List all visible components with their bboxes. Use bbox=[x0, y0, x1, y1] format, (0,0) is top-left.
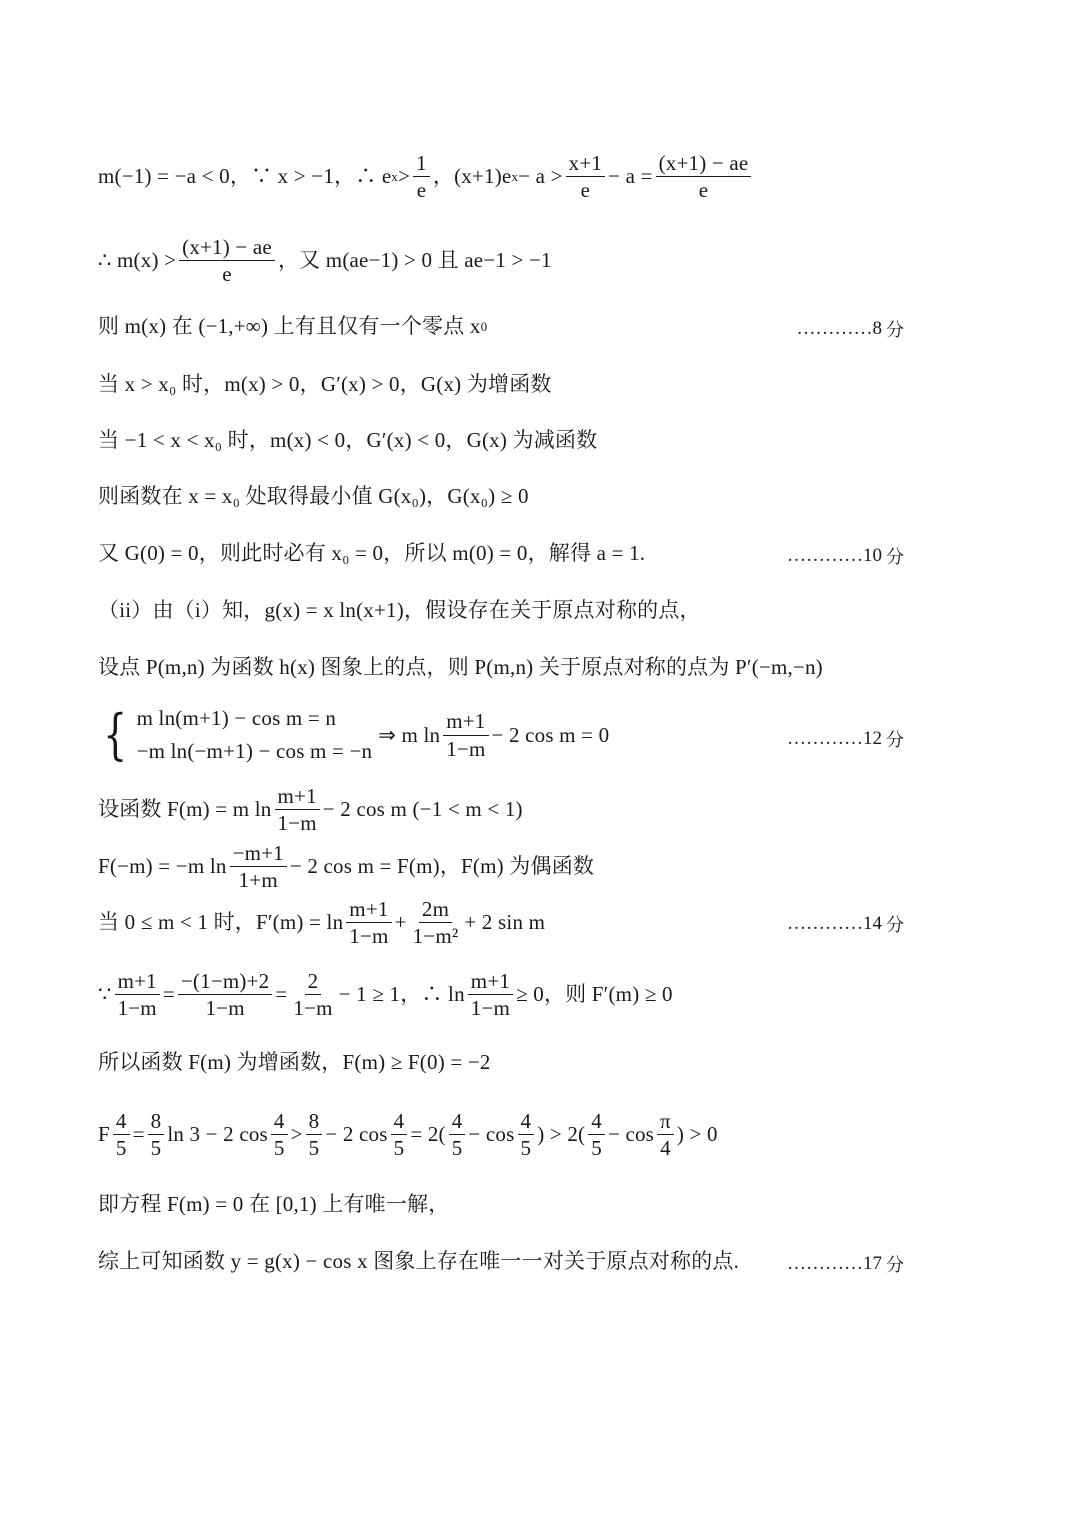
text-segment: + bbox=[394, 910, 407, 935]
denominator: 1−m bbox=[470, 996, 511, 1021]
score-dots: …………12 bbox=[787, 728, 882, 749]
text-segment: 当 0 ≤ m < 1 时，F′(m) = ln bbox=[98, 910, 344, 935]
denominator: 5 bbox=[115, 1136, 127, 1161]
text-segment: 当 −1 < x < x₀ 时，m(x) < 0，G′(x) < 0，G(x) 为减函数 bbox=[98, 428, 598, 452]
numerator: π bbox=[657, 1108, 674, 1135]
denominator: 1−m² bbox=[412, 924, 459, 949]
numerator: (x+1) − ae bbox=[179, 234, 275, 261]
fraction bbox=[566, 150, 605, 204]
fraction bbox=[178, 968, 272, 1022]
denominator: 1−m bbox=[205, 996, 245, 1021]
fraction bbox=[449, 1108, 466, 1162]
score-unit: 分 bbox=[886, 915, 904, 936]
line-14 bbox=[98, 968, 904, 1022]
fraction bbox=[518, 1108, 535, 1162]
denominator: 1−m bbox=[117, 996, 157, 1021]
text-segment: − 2 cos bbox=[325, 1122, 388, 1147]
score-unit: 分 bbox=[886, 547, 904, 568]
numerator: m+1 bbox=[275, 783, 320, 810]
text-segment: ≥ 0，则 F′(m) ≥ 0 bbox=[516, 982, 673, 1007]
fraction bbox=[413, 150, 430, 204]
fraction bbox=[306, 1108, 323, 1162]
numerator: 8 bbox=[306, 1108, 323, 1135]
text-segment: 则函数在 x = x₀ 处取得最小值 G(x₀)，G(x₀) ≥ 0 bbox=[98, 484, 529, 508]
denominator: 5 bbox=[150, 1136, 162, 1161]
text-segment: − 1 ≥ 1，∴ ln bbox=[338, 982, 465, 1007]
denominator: e bbox=[580, 178, 591, 203]
fraction bbox=[657, 1108, 674, 1162]
numerator: m+1 bbox=[115, 968, 160, 995]
numerator: (x+1) − ae bbox=[656, 150, 752, 177]
line-7 bbox=[98, 541, 904, 566]
denominator: e bbox=[222, 262, 232, 287]
text-segment: ln 3 − 2 cos bbox=[167, 1122, 268, 1147]
score-unit: 分 bbox=[886, 1255, 904, 1276]
text-segment: F(−m) = −m ln bbox=[98, 854, 227, 879]
text-segment: = bbox=[162, 982, 175, 1007]
fraction bbox=[290, 968, 335, 1022]
superscript: x bbox=[511, 168, 519, 184]
score-dots: …………8 bbox=[796, 318, 882, 339]
numerator: −m+1 bbox=[230, 840, 287, 867]
line-5 bbox=[98, 428, 904, 453]
score-dots: …………10 bbox=[787, 545, 882, 566]
line-4 bbox=[98, 372, 904, 397]
text-segment: > bbox=[398, 164, 411, 189]
denominator: e bbox=[698, 178, 709, 203]
numerator: 4 bbox=[588, 1108, 605, 1135]
line-11 bbox=[98, 783, 904, 837]
denominator: 5 bbox=[308, 1136, 320, 1161]
denominator: 5 bbox=[393, 1136, 405, 1161]
score-unit: 分 bbox=[886, 320, 904, 341]
fraction bbox=[443, 708, 488, 762]
line-10 bbox=[98, 703, 904, 767]
text-segment: （ii）由（i）知，g(x) = x ln(x+1)，假设存在关于原点对称的点， bbox=[98, 598, 701, 622]
line-17 bbox=[98, 1192, 904, 1217]
score-dots: …………14 bbox=[787, 913, 882, 934]
denominator: 5 bbox=[520, 1136, 532, 1161]
text-segment: ，又 m(ae−1) > 0 且 ae−1 > −1 bbox=[277, 248, 552, 273]
denominator: 1−m bbox=[349, 924, 389, 949]
line-12 bbox=[98, 840, 904, 894]
line-3 bbox=[98, 314, 904, 339]
denominator: 1−m bbox=[277, 811, 317, 836]
score-10 bbox=[787, 543, 904, 569]
text-segment: > bbox=[290, 1122, 303, 1147]
text-segment: − cos bbox=[607, 1122, 655, 1147]
numerator: 2m bbox=[419, 896, 452, 923]
left-brace: { bbox=[103, 703, 128, 767]
text-segment: ) > 0 bbox=[676, 1122, 718, 1147]
text-segment: ∴ m(x) > bbox=[98, 248, 177, 273]
numerator: m+1 bbox=[468, 968, 513, 995]
line-8 bbox=[98, 598, 904, 623]
text-segment: 设点 P(m,n) 为函数 h(x) 图象上的点，则 P(m,n) 关于原点对称的点为 P′(−m,−n) bbox=[98, 655, 823, 679]
denominator: 5 bbox=[273, 1136, 285, 1161]
fraction bbox=[113, 1108, 130, 1162]
denominator: 5 bbox=[451, 1136, 463, 1161]
text-segment: 设函数 F(m) = m ln bbox=[98, 797, 272, 822]
fraction bbox=[588, 1108, 605, 1162]
system-rows bbox=[137, 706, 373, 764]
line-6 bbox=[98, 484, 904, 509]
text-segment: F bbox=[98, 1122, 110, 1147]
line-13 bbox=[98, 896, 904, 950]
numerator: 4 bbox=[271, 1108, 288, 1135]
system-row-1: m ln(m+1) − cos m = n bbox=[136, 706, 337, 730]
text-segment: 又 G(0) = 0，则此时必有 x₀ = 0，所以 m(0) = 0，解得 a = 1. bbox=[98, 541, 646, 565]
line-2 bbox=[98, 234, 904, 288]
line-16 bbox=[98, 1108, 904, 1162]
numerator: m+1 bbox=[346, 896, 391, 923]
numerator: x+1 bbox=[566, 150, 605, 177]
fraction bbox=[346, 896, 391, 950]
score-12 bbox=[787, 726, 904, 752]
numerator: 8 bbox=[148, 1108, 165, 1135]
line-15 bbox=[98, 1050, 904, 1075]
numerator: −(1−m)+2 bbox=[178, 968, 272, 995]
score-dots: …………17 bbox=[787, 1253, 882, 1274]
text-segment: m(−1) = −a < 0，∵ x > −1，∴ e bbox=[98, 164, 392, 189]
fraction bbox=[230, 840, 287, 894]
text-segment: − a = bbox=[608, 164, 653, 189]
text-segment: − cos bbox=[468, 1122, 515, 1147]
text-segment: 综上可知函数 y = g(x) − cos x 图象上存在唯一一对关于原点对称的点. bbox=[98, 1249, 740, 1273]
score-17 bbox=[787, 1251, 904, 1277]
system-row-2: −m ln(−m+1) − cos m = −n bbox=[136, 739, 373, 764]
numerator: 4 bbox=[113, 1108, 130, 1135]
text-segment: 所以函数 F(m) 为增函数，F(m) ≥ F(0) = −2 bbox=[98, 1050, 491, 1074]
fraction bbox=[656, 150, 752, 204]
numerator: m+1 bbox=[443, 708, 488, 735]
superscript: x bbox=[391, 168, 399, 184]
denominator: 1−m bbox=[446, 736, 486, 761]
denominator: 1+m bbox=[238, 868, 278, 893]
equation-system bbox=[98, 703, 373, 767]
text-segment: 则 m(x) 在 (−1,+∞) 上有且仅有一个零点 x bbox=[98, 314, 481, 338]
denominator: 4 bbox=[660, 1136, 671, 1161]
line-1 bbox=[98, 150, 904, 204]
score-unit: 分 bbox=[886, 730, 904, 751]
fraction bbox=[391, 1108, 408, 1162]
numerator: 4 bbox=[518, 1108, 535, 1135]
fraction bbox=[179, 234, 275, 288]
text-segment: − a > bbox=[518, 164, 563, 189]
denominator: 5 bbox=[591, 1136, 602, 1161]
fraction bbox=[271, 1108, 288, 1162]
text-segment: 即方程 F(m) = 0 在 [0,1) 上有唯一解， bbox=[98, 1192, 450, 1216]
text-segment: ) > 2( bbox=[537, 1122, 586, 1147]
fraction bbox=[148, 1108, 165, 1162]
line-18 bbox=[98, 1249, 904, 1274]
text-segment: + 2 sin m bbox=[464, 910, 546, 935]
denominator: 1−m bbox=[293, 996, 333, 1021]
text-segment: ，(x+1)e bbox=[432, 164, 512, 189]
denominator: e bbox=[416, 178, 427, 203]
text-segment: ∵ bbox=[98, 982, 112, 1007]
text-segment: = bbox=[275, 982, 288, 1007]
text-segment: − 2 cos m = F(m)，F(m) 为偶函数 bbox=[289, 854, 595, 879]
fraction bbox=[468, 968, 513, 1022]
text-segment: − 2 cos m (−1 < m < 1) bbox=[322, 797, 523, 822]
numerator: 1 bbox=[413, 150, 430, 177]
numerator: 4 bbox=[449, 1108, 466, 1135]
line-9 bbox=[98, 655, 904, 680]
fraction bbox=[115, 968, 160, 1022]
subscript: 0 bbox=[480, 318, 488, 334]
score-14 bbox=[787, 911, 904, 937]
text-segment: − 2 cos m = 0 bbox=[491, 722, 610, 747]
numerator: 2 bbox=[305, 968, 322, 995]
fraction bbox=[275, 783, 320, 837]
text-segment: ⇒ m ln bbox=[378, 722, 441, 747]
score-8 bbox=[797, 316, 905, 342]
text-segment: 当 x > x₀ 时，m(x) > 0，G′(x) > 0，G(x) 为增函数 bbox=[98, 372, 552, 396]
numerator: 4 bbox=[391, 1108, 408, 1135]
text-segment: = bbox=[132, 1122, 145, 1147]
fraction bbox=[410, 896, 462, 950]
text-segment: = 2( bbox=[410, 1122, 446, 1147]
